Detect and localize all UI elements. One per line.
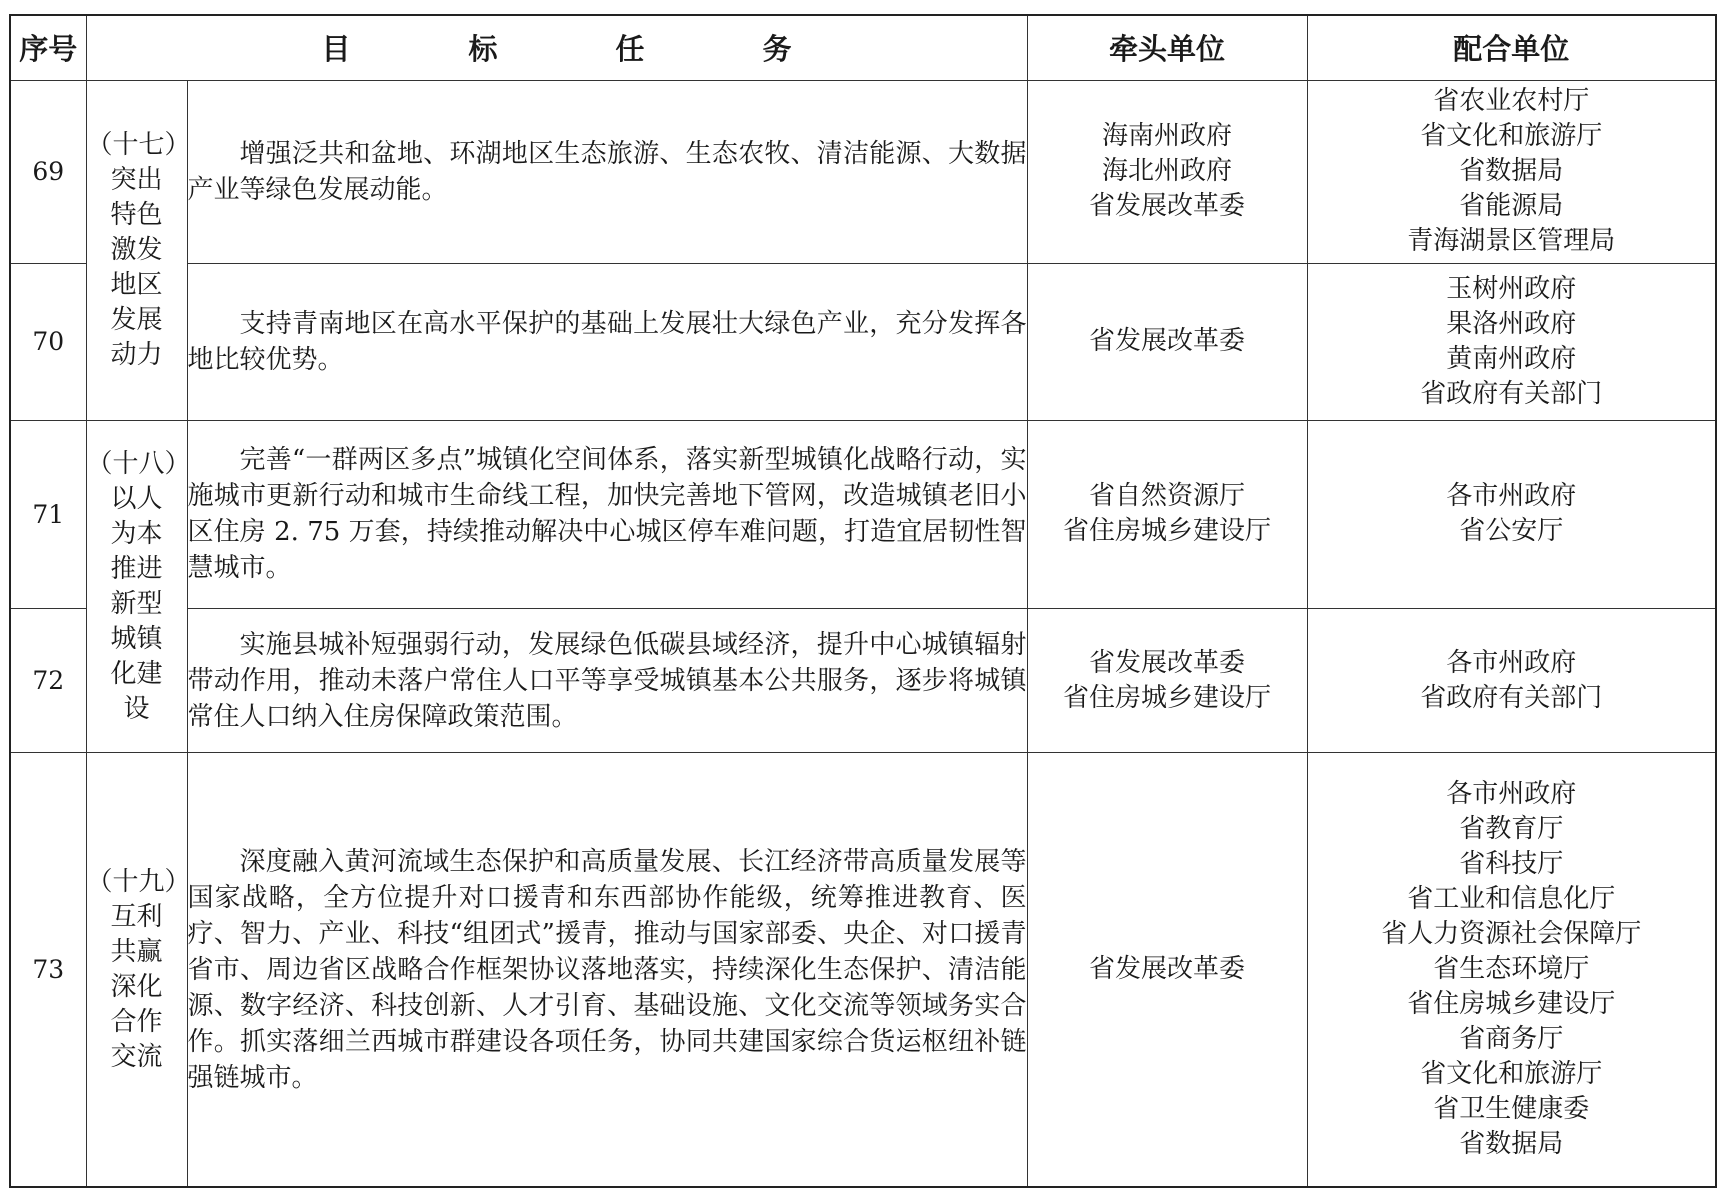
group-line: 激发 [110, 234, 163, 265]
lead-unit: 省自然资源厅 [1088, 481, 1245, 512]
lead-units [1027, 608, 1307, 753]
group-line: 以人 [110, 483, 163, 514]
row-number: 69 [10, 80, 86, 263]
lead-unit: 省发展改革委 [1088, 954, 1245, 985]
col-header-lead: 牵头单位 [1027, 15, 1307, 80]
task-description: 实施县城补短强弱行动，发展绿色低碳县域经济，提升中心城镇辐射带动作用，推动未落户常住人口平等享受城镇基本公共服务，逐步将城镇常住人口纳入住房保障政策范围。 [187, 608, 1027, 753]
support-unit: 青海湖景区管理局 [1407, 226, 1616, 257]
group-label [86, 753, 191, 1187]
col-header-task-char: 目 [321, 32, 351, 67]
group-line: （十八） [86, 448, 191, 479]
group-line: （十九） [86, 866, 191, 897]
support-unit: 各市州政府 [1446, 647, 1577, 678]
support-unit: 黄南州政府 [1446, 343, 1577, 374]
group-line: 互利 [110, 901, 163, 932]
support-unit: 省能源局 [1459, 191, 1564, 222]
group-line: 交流 [110, 1041, 163, 1072]
lead-unit: 省发展改革委 [1088, 647, 1245, 678]
task-description: 支持青南地区在高水平保护的基础上发展壮大绿色产业，充分发挥各地比较优势。 [187, 263, 1027, 420]
table-row [10, 420, 1716, 608]
col-header-task-char: 任 [615, 32, 645, 67]
lead-unit: 省住房城乡建设厅 [1062, 682, 1271, 713]
support-units [1307, 263, 1716, 420]
group-line: （十七） [86, 129, 191, 160]
support-unit: 省文化和旅游厅 [1420, 1059, 1603, 1090]
support-unit: 省商务厅 [1459, 1024, 1564, 1055]
task-description: 深度融入黄河流域生态保护和高质量发展、长江经济带高质量发展等国家战略，全方位提升对口援青和东西部协作能级，统筹推进教育、医疗、智力、产业、科技“组团式”援青，推动与国家部委、央企、对口援青省市、周边省区战略合作框架协议落地落实，持续深化生态保护、清洁能源、数字经济、科技创新、人才引育、基础设施、文化交流等领域务实合作。抓实落细兰西城市群建设各项任务，协同共建国家综合货运枢纽补链强链城市。 [187, 753, 1027, 1187]
lead-unit: 海北州政府 [1101, 156, 1232, 187]
support-unit: 省数据局 [1459, 156, 1564, 187]
lead-unit: 海南州政府 [1101, 121, 1232, 152]
group-line: 动力 [110, 339, 163, 370]
group-label [86, 80, 191, 420]
row-number: 72 [10, 608, 86, 753]
group-line: 特色 [110, 199, 163, 230]
support-units [1307, 80, 1716, 263]
support-unit: 果洛州政府 [1446, 308, 1577, 339]
support-unit: 省人力资源社会保障厅 [1381, 919, 1642, 950]
col-header-support: 配合单位 [1307, 15, 1716, 80]
lead-unit: 省住房城乡建设厅 [1062, 516, 1271, 547]
table-row [10, 608, 1716, 753]
lead-units [1027, 753, 1307, 1187]
group-line: 为本 [110, 518, 163, 549]
row-number: 70 [10, 263, 86, 420]
group-line: 突出 [110, 164, 163, 195]
support-unit: 省政府有关部门 [1420, 682, 1603, 713]
support-unit: 省公安厅 [1459, 516, 1564, 547]
lead-unit: 省发展改革委 [1088, 326, 1245, 357]
task-description: 增强泛共和盆地、环湖地区生态旅游、生态农牧、清洁能源、大数据产业等绿色发展动能。 [187, 80, 1027, 263]
group-line: 设 [123, 693, 150, 724]
task-description: 完善“一群两区多点”城镇化空间体系，落实新型城镇化战略行动，实施城市更新行动和城市生命线工程，加快完善地下管网，改造城镇老旧小区住房 2. 75 万套，持续推动解决中心城区停车难问题，打造宜居韧性智慧城市。 [187, 420, 1027, 608]
group-line: 地区 [110, 269, 163, 300]
col-header-task-char: 标 [468, 32, 498, 67]
support-units [1307, 420, 1716, 608]
table-row [10, 80, 1716, 263]
lead-units [1027, 263, 1307, 420]
support-units [1307, 753, 1716, 1187]
support-unit: 省政府有关部门 [1420, 378, 1603, 409]
support-unit: 省住房城乡建设厅 [1407, 989, 1616, 1020]
support-unit: 省科技厅 [1459, 849, 1564, 880]
group-line: 发展 [110, 304, 163, 335]
table-row [10, 263, 1716, 420]
support-unit: 省文化和旅游厅 [1420, 121, 1603, 152]
group-label [86, 420, 191, 753]
support-unit: 省生态环境厅 [1433, 954, 1590, 985]
table-row [10, 753, 1716, 1187]
support-unit: 省农业农村厅 [1433, 86, 1590, 117]
support-unit: 各市州政府 [1446, 481, 1577, 512]
col-header-num: 序号 [10, 15, 86, 80]
col-header-task-char: 务 [762, 32, 792, 67]
group-line: 合作 [110, 1006, 163, 1037]
task-table [9, 14, 1717, 1188]
group-line: 城镇 [110, 623, 163, 654]
support-units [1307, 608, 1716, 753]
support-unit: 玉树州政府 [1446, 273, 1577, 304]
group-line: 新型 [110, 588, 163, 619]
group-line: 共赢 [110, 936, 163, 967]
lead-units [1027, 420, 1307, 608]
support-unit: 省卫生健康委 [1433, 1094, 1590, 1125]
row-number: 71 [10, 420, 86, 608]
support-unit: 省工业和信息化厅 [1407, 884, 1616, 915]
lead-units [1027, 80, 1307, 263]
col-header-task [86, 15, 1027, 80]
lead-unit: 省发展改革委 [1088, 191, 1245, 222]
support-unit: 省教育厅 [1459, 814, 1564, 845]
group-line: 深化 [110, 971, 163, 1002]
header-row [10, 15, 1716, 80]
group-line: 化建 [110, 658, 163, 689]
row-number: 73 [10, 753, 86, 1187]
group-line: 推进 [110, 553, 163, 584]
support-unit: 各市州政府 [1446, 779, 1577, 810]
support-unit: 省数据局 [1459, 1129, 1564, 1160]
